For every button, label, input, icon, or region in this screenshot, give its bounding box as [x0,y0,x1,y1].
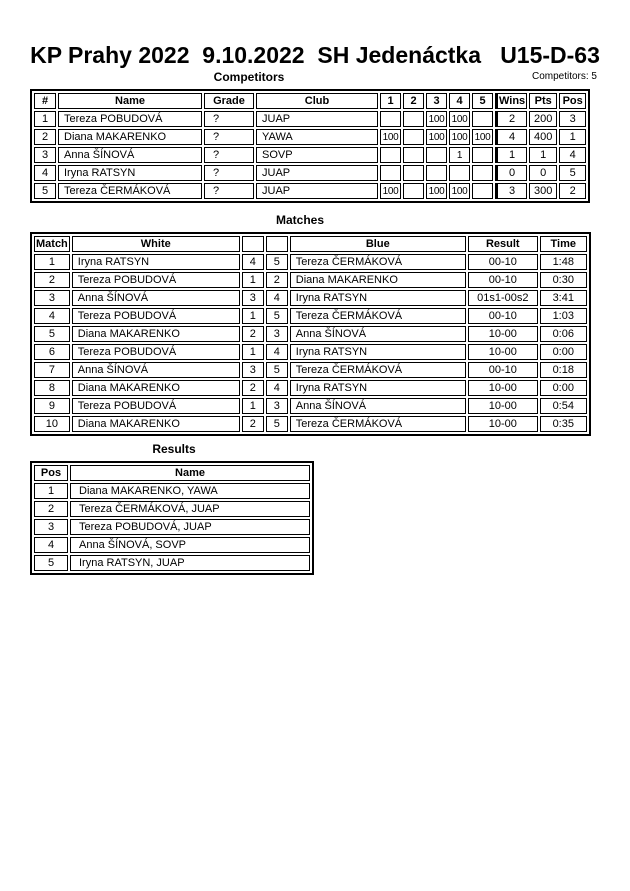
white-number-cell: 2 [242,326,264,342]
score-vs-2-cell [403,183,424,199]
result-cell: 10-00 [468,326,538,342]
name-cell: Anna ŠÍNOVÁ [58,147,202,163]
grade-cell: ? [204,129,254,145]
blue-number-cell: 4 [266,380,288,396]
matches-heading: Matches [275,213,325,227]
blue-name-cell: Tereza ČERMÁKOVÁ [290,416,466,432]
match-number-cell: 5 [34,326,70,342]
time-cell: 0:00 [540,344,587,360]
time-cell: 0:06 [540,326,587,342]
pts-cell: 200 [529,111,557,127]
pts-cell: 400 [529,129,557,145]
score-vs-3-cell: 100 [426,129,447,145]
blue-number-cell: 3 [266,326,288,342]
time-cell: 1:48 [540,254,587,270]
result-cell: 00-10 [468,308,538,324]
number-cell: 2 [34,129,56,145]
name-cell: Tereza POBUDOVÁ [58,111,202,127]
club-cell: JUAP [256,111,378,127]
score-vs-4-cell: 100 [449,129,470,145]
white-name-cell: Tereza POBUDOVÁ [72,272,240,288]
blue-number-cell: 5 [266,416,288,432]
competitor-row [34,165,586,181]
column-header-name: Name [58,93,202,109]
white-number-cell: 3 [242,290,264,306]
blue-number-cell: 4 [266,344,288,360]
column-header-result: Result [468,236,538,252]
number-cell: 5 [34,183,56,199]
score-vs-3-cell [426,165,447,181]
blue-number-cell: 5 [266,362,288,378]
white-name-cell: Diana MAKARENKO [72,416,240,432]
grade-cell: ? [204,111,254,127]
match-row [34,416,587,432]
pos-cell: 1 [559,129,586,145]
column-header-match: Match [34,236,70,252]
score-vs-4-cell: 1 [449,147,470,163]
match-row [34,308,587,324]
blue-number-cell: 3 [266,398,288,414]
score-vs-1-cell: 100 [380,183,401,199]
club-cell: JUAP [256,165,378,181]
blue-name-cell: Tereza ČERMÁKOVÁ [290,308,466,324]
white-name-cell: Diana MAKARENKO [72,326,240,342]
pos-cell: 4 [559,147,586,163]
competitor-row [34,111,586,127]
column-header-white: White [72,236,240,252]
white-number-cell: 1 [242,272,264,288]
blue-name-cell: Tereza ČERMÁKOVÁ [290,254,466,270]
column-header-5: 5 [472,93,493,109]
pos-cell: 5 [559,165,586,181]
white-number-cell: 2 [242,380,264,396]
score-vs-3-cell: 100 [426,111,447,127]
result-cell: 01s1-00s2 [468,290,538,306]
blue-name-cell: Iryna RATSYN [290,344,466,360]
match-number-cell: 4 [34,308,70,324]
time-cell: 0:18 [540,362,587,378]
pts-cell: 300 [529,183,557,199]
match-row [34,272,587,288]
result-cell: 10-00 [468,344,538,360]
wins-cell: 4 [495,129,527,145]
result-row [34,537,310,553]
match-row [34,362,587,378]
match-number-cell: 2 [34,272,70,288]
result-cell: 00-10 [468,254,538,270]
score-vs-2-cell [403,129,424,145]
wins-cell: 1 [495,147,527,163]
pos-cell: 1 [34,483,68,499]
white-name-cell: Tereza POBUDOVÁ [72,308,240,324]
match-number-cell: 1 [34,254,70,270]
match-row [34,290,587,306]
score-vs-1-cell [380,111,401,127]
white-name-cell: Iryna RATSYN [72,254,240,270]
result-cell: 10-00 [468,380,538,396]
white-number-cell: 3 [242,362,264,378]
blue-number-cell: 5 [266,308,288,324]
competitor-row [34,147,586,163]
number-cell: 4 [34,165,56,181]
score-vs-4-cell [449,165,470,181]
blue-name-cell: Anna ŠÍNOVÁ [290,398,466,414]
page-title: KP Prahy 2022 9.10.2022 SH Jedenáctka U15-D-63 [30,42,600,68]
time-cell: 0:00 [540,380,587,396]
name-cell: Tereza POBUDOVÁ, JUAP [70,519,310,535]
competitors-header-row [34,93,586,109]
results-header-row [34,465,310,481]
club-cell: SOVP [256,147,378,163]
white-number-cell: 1 [242,398,264,414]
white-number-cell: 1 [242,344,264,360]
column-header-pos: Pos [559,93,586,109]
white-name-cell: Tereza POBUDOVÁ [72,344,240,360]
column-header-blue-num [266,236,288,252]
score-vs-2-cell [403,111,424,127]
name-cell: Tereza ČERMÁKOVÁ, JUAP [70,501,310,517]
score-vs-3-cell: 100 [426,183,447,199]
club-cell: YAWA [256,129,378,145]
match-row [34,380,587,396]
match-number-cell: 9 [34,398,70,414]
competitors-heading: Competitors [213,70,285,84]
score-vs-1-cell [380,165,401,181]
result-cell: 10-00 [468,398,538,414]
time-cell: 3:41 [540,290,587,306]
score-vs-4-cell: 100 [449,111,470,127]
match-row [34,398,587,414]
score-vs-5-cell [472,111,493,127]
pos-cell: 2 [559,183,586,199]
blue-name-cell: Diana MAKARENKO [290,272,466,288]
blue-name-cell: Tereza ČERMÁKOVÁ [290,362,466,378]
result-row [34,483,310,499]
wins-cell: 2 [495,111,527,127]
pts-cell: 0 [529,165,557,181]
wins-cell: 0 [495,165,527,181]
column-header-1: 1 [380,93,401,109]
time-cell: 0:54 [540,398,587,414]
name-cell: Iryna RATSYN [58,165,202,181]
blue-name-cell: Iryna RATSYN [290,290,466,306]
pos-cell: 3 [34,519,68,535]
time-cell: 0:35 [540,416,587,432]
name-cell: Tereza ČERMÁKOVÁ [58,183,202,199]
pos-cell: 2 [34,501,68,517]
matches-table [30,232,591,436]
result-row [34,501,310,517]
number-cell: 1 [34,111,56,127]
match-row [34,326,587,342]
wins-cell: 3 [495,183,527,199]
competitor-row [34,183,586,199]
pos-cell: 5 [34,555,68,571]
blue-number-cell: 5 [266,254,288,270]
white-name-cell: Tereza POBUDOVÁ [72,398,240,414]
club-cell: JUAP [256,183,378,199]
result-cell: 00-10 [468,272,538,288]
match-number-cell: 10 [34,416,70,432]
blue-name-cell: Anna ŠÍNOVÁ [290,326,466,342]
match-number-cell: 6 [34,344,70,360]
match-row [34,344,587,360]
column-header-2: 2 [403,93,424,109]
result-cell: 10-00 [468,416,538,432]
time-cell: 0:30 [540,272,587,288]
grade-cell: ? [204,183,254,199]
blue-number-cell: 4 [266,290,288,306]
column-header-white-num [242,236,264,252]
score-vs-5-cell [472,165,493,181]
score-vs-4-cell: 100 [449,183,470,199]
score-vs-1-cell: 100 [380,129,401,145]
pts-cell: 1 [529,147,557,163]
name-cell: Iryna RATSYN, JUAP [70,555,310,571]
name-cell: Diana MAKARENKO [58,129,202,145]
score-vs-3-cell [426,147,447,163]
column-header-wins: Wins [495,93,527,109]
matches-header-row [34,236,587,252]
white-number-cell: 4 [242,254,264,270]
score-vs-5-cell [472,183,493,199]
results-heading: Results [152,442,196,456]
grade-cell: ? [204,165,254,181]
white-number-cell: 2 [242,416,264,432]
result-cell: 00-10 [468,362,538,378]
pos-cell: 4 [34,537,68,553]
match-number-cell: 7 [34,362,70,378]
score-vs-5-cell: 100 [472,129,493,145]
competitor-row [34,129,586,145]
competitors-count-label: Competitors: 5 [531,71,597,82]
white-name-cell: Anna ŠÍNOVÁ [72,290,240,306]
result-row [34,555,310,571]
column-header-pos: Pos [34,465,68,481]
name-cell: Anna ŠÍNOVÁ, SOVP [70,537,310,553]
column-header-pts: Pts [529,93,557,109]
column-header-club: Club [256,93,378,109]
match-number-cell: 3 [34,290,70,306]
column-header-4: 4 [449,93,470,109]
column-header-3: 3 [426,93,447,109]
blue-name-cell: Iryna RATSYN [290,380,466,396]
result-row [34,519,310,535]
column-header-blue: Blue [290,236,466,252]
score-vs-5-cell [472,147,493,163]
column-header-number: # [34,93,56,109]
results-table [30,461,314,575]
column-header-name: Name [70,465,310,481]
score-vs-1-cell [380,147,401,163]
time-cell: 1:03 [540,308,587,324]
white-number-cell: 1 [242,308,264,324]
score-vs-2-cell [403,147,424,163]
grade-cell: ? [204,147,254,163]
white-name-cell: Anna ŠÍNOVÁ [72,362,240,378]
score-vs-2-cell [403,165,424,181]
competitors-table [30,89,590,203]
match-row [34,254,587,270]
column-header-grade: Grade [204,93,254,109]
pos-cell: 3 [559,111,586,127]
white-name-cell: Diana MAKARENKO [72,380,240,396]
number-cell: 3 [34,147,56,163]
name-cell: Diana MAKARENKO, YAWA [70,483,310,499]
blue-number-cell: 2 [266,272,288,288]
column-header-time: Time [540,236,587,252]
match-number-cell: 8 [34,380,70,396]
